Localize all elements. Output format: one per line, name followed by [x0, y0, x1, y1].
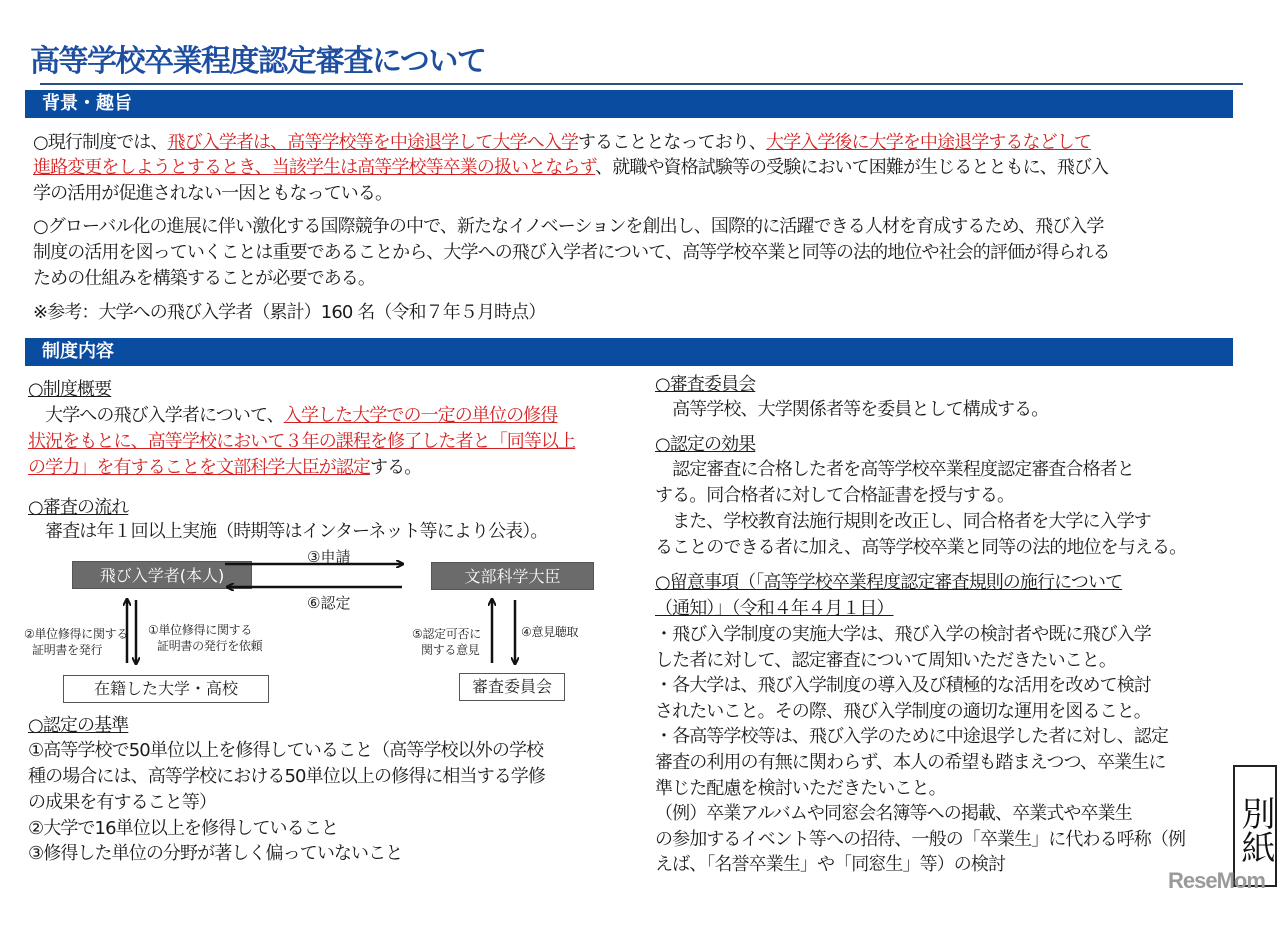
step1-label-l1: ①単位修得に関する	[148, 623, 253, 637]
emphasis-text: 大学入学後に大学を中途退学するなどして	[766, 132, 1091, 153]
criteria-line: ①高等学校で50単位以上を修得していること（高等学校以外の学校	[28, 740, 544, 761]
step6-label: ⑥認定	[307, 594, 351, 612]
committee-text: 高等学校、大学関係者等を委員として構成する。	[655, 399, 1049, 420]
section-heading-content: 制度内容	[25, 338, 1233, 366]
notes-line: ・各大学は、飛び入学制度の導入及び積極的な活用を改めて検討	[655, 675, 1151, 696]
emphasis-text: 進路変更をしようとするとき、当該学生は高等学校等卒業の扱いとならず	[33, 157, 596, 178]
emphasis-text: 状況をもとに、高等学校において３年の課程を修了した者と「同等以上	[28, 431, 576, 452]
reference-note: ※参考：大学への飛び入学者（累計）160 名（令和７年５月時点）	[33, 302, 546, 323]
effect-line: 認定審査に合格した者を高等学校卒業程度認定審査合格者と	[655, 459, 1134, 480]
section-heading-background: 背景・趣旨	[25, 90, 1233, 118]
notes-line: ・各高等学校等は、飛び入学のために中途退学した者に対し、認定	[655, 726, 1168, 747]
flow-description: 審査は年１回以上実施（時期等はインターネット等により公表）。	[28, 521, 548, 542]
notes-title-l1: ○留意事項（「高等学校卒業程度認定審査規則の施行について	[655, 572, 1123, 593]
step4-label: ④意見聴取	[521, 625, 579, 639]
emphasis-text: 飛び入学者は、高等学校等を中途退学して大学へ入学	[167, 132, 578, 153]
notes-line: の参加するイベント等への招待、一般の「卒業生」に代わる呼称（例	[655, 829, 1186, 850]
notes-line: 準じた配慮を検討いただきたいこと。	[655, 778, 946, 799]
criteria-line: ②大学で16単位以上を修得していること	[28, 818, 338, 839]
emphasis-text: 入学した大学での一定の単位の修得	[283, 405, 558, 426]
notes-title-l2: （通知）」（令和４年４月１日）	[655, 598, 894, 619]
text: する。	[370, 457, 422, 478]
criteria-line: の成果を有すること等）	[28, 792, 217, 813]
notes-line: した者に対して、認定審査について周知いただきたいこと。	[655, 650, 1116, 671]
attachment-stamp: 別紙	[1233, 765, 1277, 887]
flow-title: ○審査の流れ	[28, 497, 129, 518]
step1-label-l2: 証明書の発行を依頼	[157, 639, 263, 653]
notes-line: ・飛び入学制度の実施大学は、飛び入学の検討者や既に飛び入学	[655, 624, 1151, 645]
step3-label: ③申請	[307, 548, 351, 566]
effect-line: また、学校教育法施行規則を改正し、同合格者を大学に入学す	[655, 511, 1151, 532]
background-para1-line3: 学の活用が促進されない一因ともなっている。	[33, 183, 393, 204]
text: 、就職や資格試験等の受験において困難が生じるとともに、飛び入	[595, 157, 1109, 178]
overview-title: ○制度概要	[28, 379, 112, 400]
committee-title: ○審査委員会	[655, 374, 756, 395]
resemom-logo: ReseMom	[1168, 868, 1265, 893]
node-applicant: 飛び入学者(本人)	[72, 561, 252, 589]
node-minister: 文部科学大臣	[431, 562, 594, 590]
notes-line: えば、「名誉卒業生」や「同窓生」等）の検討	[655, 854, 1006, 875]
notes-line: 審査の利用の有無に関わらず、本人の希望も踏まえつつ、卒業生に	[655, 752, 1166, 773]
step2-label-l2: 証明書を発行	[32, 643, 103, 657]
criteria-line: 種の場合には、高等学校における50単位以上の修得に相当する学修	[28, 766, 546, 787]
criteria-line: ③修得した単位の分野が著しく偏っていないこと	[28, 843, 403, 864]
background-para2-line2: 制度の活用を図っていくことは重要であることから、大学への飛び入学者について、高等学校卒業と同等の法的地位や社会的評価が得られる	[33, 242, 1110, 263]
text: することとなっており、	[577, 132, 767, 153]
step5-label-l1: ⑤認定可否に	[412, 627, 481, 641]
notes-line: されたいこと。その際、飛び入学制度の適切な運用を図ること。	[655, 701, 1151, 722]
effect-line: ることのできる者に加え、高等学校卒業と同等の法的地位を与える。	[655, 537, 1187, 558]
background-para2-line1: ○グローバル化の進展に伴い激化する国際競争の中で、新たなイノベーションを創出し、国際的に活躍できる人材を育成するため、飛び入学	[33, 216, 1104, 237]
node-school: 在籍した大学・高校	[63, 675, 269, 703]
background-para2-line3: ための仕組みを構築することが必要である。	[33, 268, 375, 289]
effect-title: ○認定の効果	[655, 434, 756, 455]
criteria-title: ○認定の基準	[28, 715, 129, 736]
notes-line: （例）卒業アルバムや同窓会名簿等への掲載、卒業式や卒業生	[655, 803, 1132, 824]
node-committee: 審査委員会	[459, 673, 565, 701]
emphasis-text: の学力」を有することを文部科学大臣が認定	[28, 457, 370, 478]
step2-label-l1: ②単位修得に関する	[24, 627, 129, 641]
step5-label-l2: 関する意見	[421, 643, 480, 657]
text: ○現行制度では、	[33, 132, 168, 153]
text: 大学への飛び入学者について、	[28, 405, 284, 426]
effect-line: する。同合格者に対して合格証書を授与する。	[655, 485, 1015, 506]
page-title: 高等学校卒業程度認定審査について	[30, 44, 486, 79]
